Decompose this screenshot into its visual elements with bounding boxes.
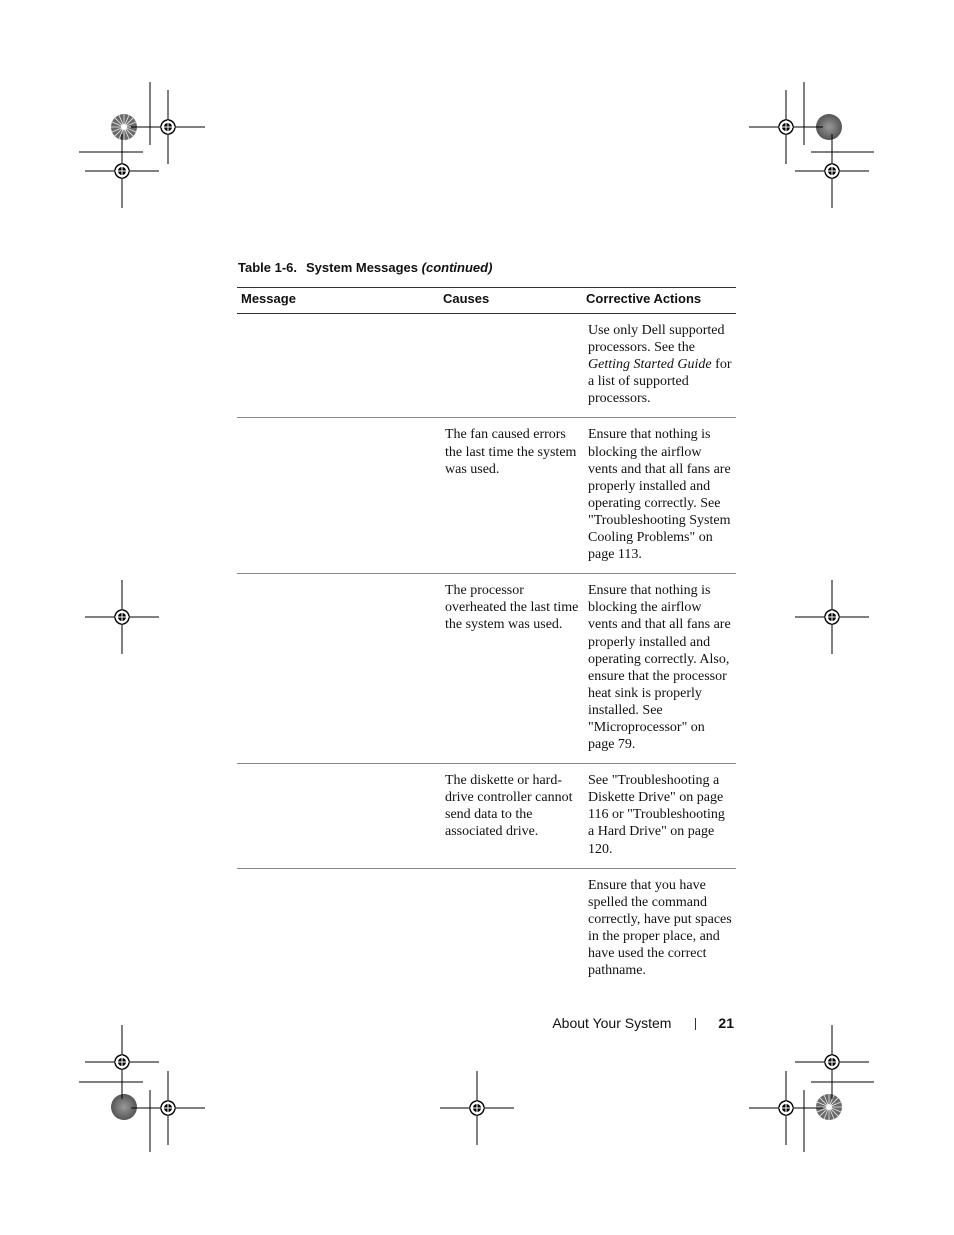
cell-causes: [439, 314, 582, 418]
header-message: Message: [237, 288, 439, 314]
table-caption: [238, 260, 492, 275]
table-continued: (continued): [421, 260, 493, 275]
table-row: [237, 764, 736, 868]
cell-corrective-actions: Ensure that nothing is blocking the airflow vents and that all fans are properly installed and operating correctly. See "Troubleshooting System Cooling Problems" on page 113.: [582, 418, 736, 574]
footer-section-title: About Your System: [552, 1015, 672, 1031]
table-row: [237, 314, 736, 418]
table-row: [237, 574, 736, 764]
cell-message: [237, 574, 439, 764]
cell-corrective-actions: Ensure that you have spelled the command correctly, have put spaces in the proper place, and have used the correct pathname.: [588, 877, 732, 979]
header-causes: Causes: [439, 288, 582, 314]
system-messages-table: [237, 287, 736, 989]
cell-causes: [439, 868, 582, 989]
cell-corrective-actions: Ensure that nothing is blocking the airflow vents and that all fans are properly installed and operating correctly. Also, ensure that the processor heat sink is properly installed. See "Microprocessor" on page 79.: [582, 574, 736, 764]
cell-corrective-actions: See "Troubleshooting a Diskette Drive" on page 116 or "Troubleshooting a Hard Drive" on page 120.: [582, 764, 736, 868]
cell-causes: The fan caused errors the last time the system was used.: [439, 418, 582, 574]
cell-causes: The diskette or hard-drive controller cannot send data to the associated drive.: [439, 764, 582, 868]
cell-message: [237, 418, 439, 574]
cell-message: [237, 314, 439, 418]
page-footer: [552, 1015, 734, 1031]
table-header-row: [237, 288, 736, 314]
table-row: [237, 868, 736, 989]
cell-message: [237, 764, 439, 868]
table-number: Table 1-6.: [238, 260, 298, 275]
footer-divider: [695, 1018, 696, 1030]
table-row: [237, 418, 736, 574]
cell-message: [237, 868, 439, 989]
cell-corrective-actions: Use only Dell supported processors. See the Getting Started Guide for a list of supported processors.: [582, 314, 736, 418]
page-number: 21: [718, 1015, 734, 1031]
cell-causes: The processor overheated the last time the system was used.: [439, 574, 582, 764]
header-corrective-actions: Corrective Actions: [582, 288, 736, 314]
table-title: System Messages: [306, 260, 419, 275]
